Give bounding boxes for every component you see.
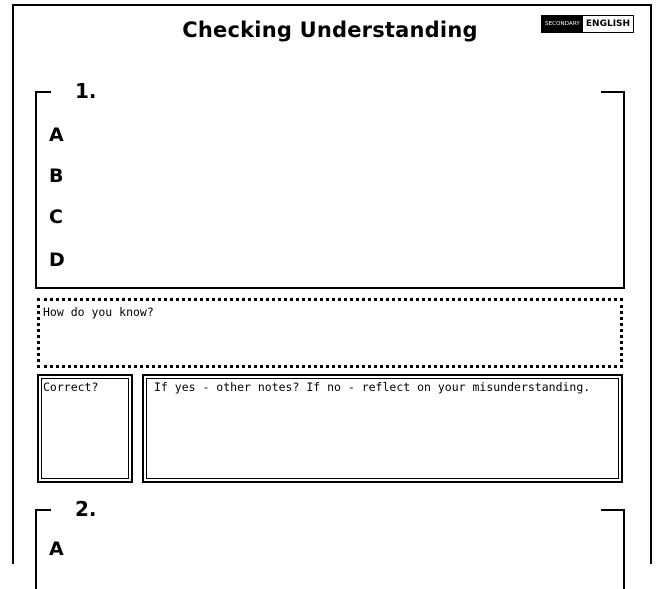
how-do-you-know-box[interactable]: [37, 298, 623, 368]
option-a[interactable]: A: [49, 538, 64, 560]
logo-light-text: ENGLISH: [583, 16, 633, 32]
notes-label: If yes - other notes? If no - reflect on your misunderstanding.: [154, 380, 591, 394]
correct-label: Correct?: [43, 380, 99, 394]
bracket-bottom: [35, 287, 625, 289]
bracket-right: [601, 91, 625, 289]
question-2-number: 2.: [72, 497, 100, 521]
option-d[interactable]: D: [49, 249, 65, 271]
question-1-block: [35, 79, 625, 289]
logo-dark-text: SECONDARY: [542, 16, 583, 32]
option-a[interactable]: A: [49, 124, 64, 146]
bracket-right: [601, 509, 625, 589]
option-b[interactable]: B: [49, 165, 64, 187]
secondary-english-logo: [541, 15, 634, 33]
question-2-block: [35, 497, 625, 589]
correct-box[interactable]: [37, 374, 133, 483]
option-c[interactable]: C: [49, 206, 63, 228]
page-title: Checking Understanding: [182, 18, 478, 42]
notes-box[interactable]: [142, 374, 623, 483]
how-do-you-know-label: How do you know?: [43, 305, 154, 319]
question-1-number: 1.: [72, 79, 100, 103]
